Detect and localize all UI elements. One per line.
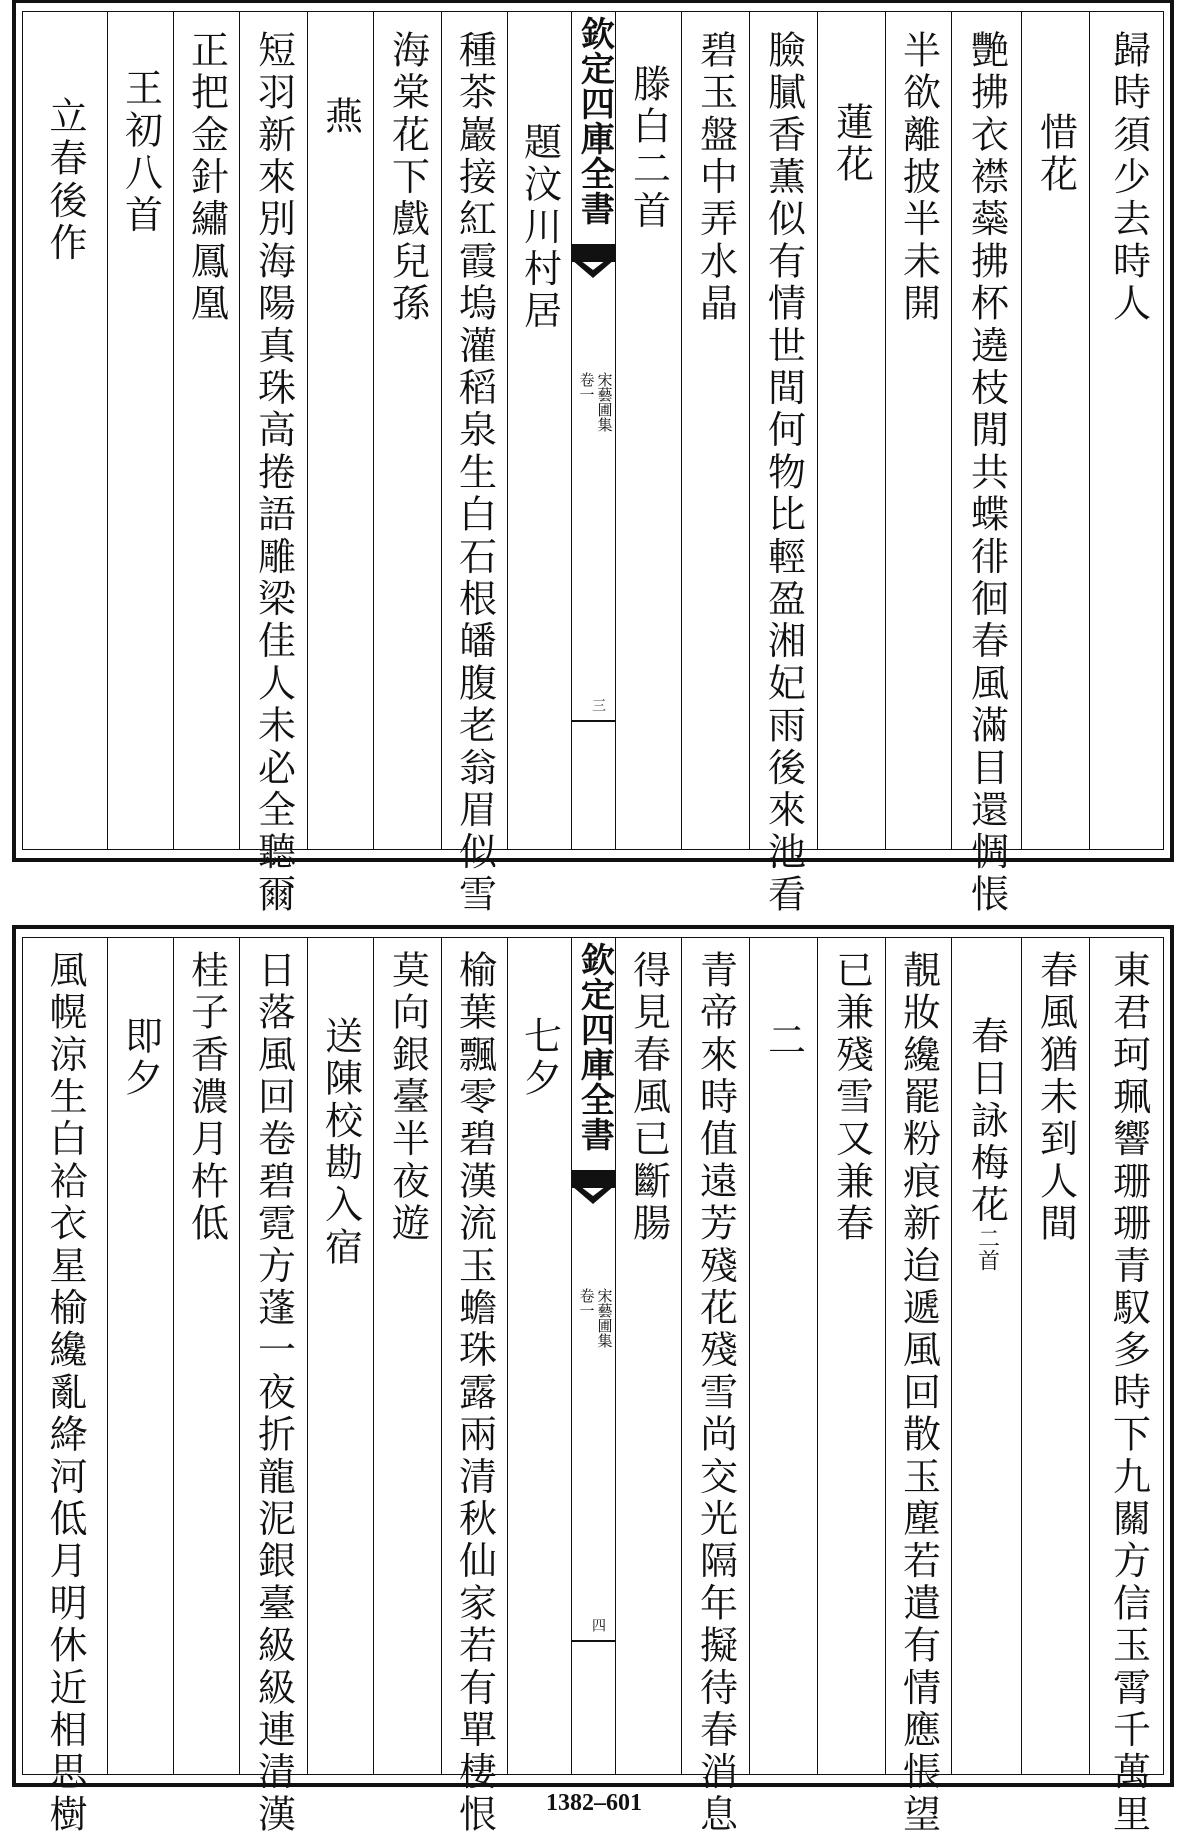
poem-title: 即夕 [118,1016,163,1101]
column [107,938,173,1774]
column [1021,12,1089,849]
verse-line: 榆葉飄零碧漢流玉蟾珠露兩清秋仙家若有單棲恨 [452,950,497,1836]
verse-line: 東君珂珮響珊珊青馭多時下九關方信玉霄千萬里 [1106,950,1151,1836]
verse-line: 青帝來時值遠芳殘花殘雪尚交光隔年擬待春消息 [693,950,738,1836]
column [749,12,817,917]
volume-label: 卷一 [577,372,596,402]
column [507,938,571,1774]
poem-title: 蓮花 [829,102,874,187]
verse-line: 艷拂衣襟蘂拂杯遶枝閒共蝶徘徊春風滿目還惆悵 [964,30,1009,917]
column [23,12,107,849]
verse-line: 莫向銀臺半夜遊 [385,950,430,1246]
verse-line: 得見春風已斷腸 [626,950,671,1246]
column [373,938,441,1774]
column [615,12,681,849]
header-title: 欽定四庫全書 [574,16,615,226]
verse-line: 種茶巖接紅霞塢灌稻泉生白石根皤腹老翁眉似雪 [452,30,497,917]
column [107,12,173,849]
column [23,938,107,1836]
column [173,938,239,1774]
column [681,938,749,1836]
fishtail-mark [572,244,615,284]
fishtail-mark [572,1170,615,1210]
column [817,938,885,1774]
verse-line: 碧玉盤中弄水晶 [693,30,738,326]
collection-title: 宋藝圃集 [595,372,614,432]
column [173,12,239,849]
column [507,12,571,849]
column [817,12,885,849]
column [441,12,507,917]
column [441,938,507,1836]
top-page-frame [22,11,1164,917]
verse-line: 日落風回卷碧霓方蓬一夜折龍泥銀臺級級連清漢 [251,950,296,1836]
column [1089,938,1167,1836]
poem-title: 立春後作 [43,96,87,265]
top-page [12,0,1174,917]
column [239,938,307,1836]
author-title: 滕白二首 [626,64,671,233]
verse-line: 春風猶未到人間 [1033,950,1078,1246]
column [885,12,951,849]
poem-title: 七夕 [517,1016,562,1101]
column [373,12,441,849]
column [615,938,681,1774]
section-number: 二 [761,1020,806,1063]
verse-line: 靚妝纔罷粉痕新迨遞風回散玉塵若遣有情應悵望 [896,950,941,1836]
column [307,938,373,1774]
poem-title: 燕 [318,96,363,139]
column [239,12,307,917]
verse-line: 短羽新來別海陽真珠高捲語雕梁佳人未必全聽爾 [251,30,296,917]
poem-title: 送陳校勘入宿 [318,1016,363,1270]
poem-count-note: 二首 [974,1227,1000,1271]
verse-line: 已兼殘雪又兼春 [829,950,874,1246]
center-fold-column [571,938,615,1774]
column [951,938,1021,1774]
folio-number: 四 [590,1618,606,1632]
verse-line: 桂子香濃月杵低 [184,950,229,1246]
verse-line: 臉膩香薫似有情世間何物比輕盈湘妃雨後來池看 [761,30,806,917]
poem-title: 惜花 [1033,112,1078,197]
collection-title: 宋藝圃集 [595,1288,614,1348]
column [1089,12,1167,849]
center-fold-column [571,12,615,849]
column [885,938,951,1836]
poem-title: 春日詠梅花二首 [964,1016,1009,1271]
verse-line: 正把金針繡鳳凰 [184,30,229,326]
divider [572,720,615,722]
column [1021,938,1089,1774]
divider [572,1640,615,1642]
column [951,12,1021,917]
folio-number: 三 [590,698,606,712]
column [749,938,817,1774]
column [307,12,373,849]
volume-label: 卷一 [577,1288,596,1318]
verse-line: 海棠花下戲兒孫 [385,30,430,326]
author-title: 王初八首 [118,68,163,237]
column [681,12,749,849]
poem-title: 題汶川村居 [517,122,562,333]
verse-line: 歸時須少去時人 [1106,30,1151,326]
header-title: 欽定四庫全書 [574,942,615,1152]
verse-line: 風幌涼生白袷衣星榆纔亂絳河低月明休近相思樹 [43,950,87,1836]
page-footer-number: 1382–601 [546,1790,642,1816]
verse-line: 半欲離披半未開 [896,30,941,326]
